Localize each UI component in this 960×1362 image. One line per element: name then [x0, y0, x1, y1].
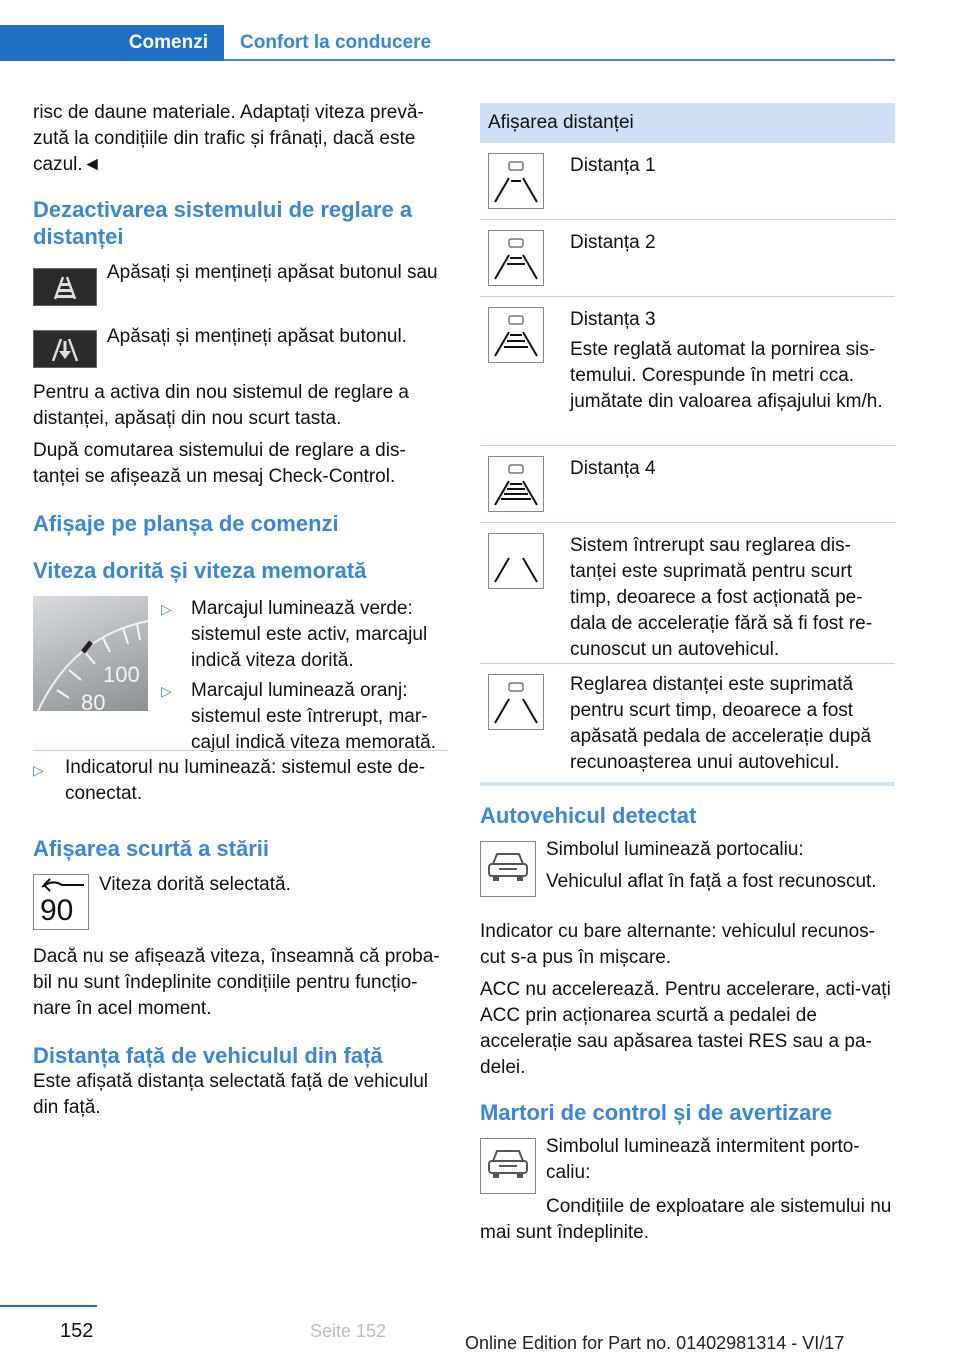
nospeed-paragraph: Dacă nu se afișează viteza, înseamnă că proba‐bil nu sunt îndeplinite condițiile pentru funcțio‐nare în acel moment.: [33, 946, 440, 1019]
heading-speed: Viteza dorită și viteza memorată: [33, 558, 367, 583]
reactivate-paragraph: Pentru a activa din nou sistemul de reglare a distanței, apăsați din nou scurt tasta.: [33, 382, 409, 429]
bullet-text-1: Marcajul luminează verde: sistemul este activ, marcajul indică viteza dorită.: [191, 598, 428, 671]
warning-row: [480, 1134, 895, 1192]
bullet-icon: ▷: [161, 683, 172, 699]
header-rule: [224, 59, 895, 61]
edition-text: Online Edition for Part no. 01402981314 - VI/17: [465, 1333, 845, 1353]
header-tab-comenzi: Comenzi: [0, 25, 224, 61]
table-row: [480, 664, 895, 786]
heading-status: Afișarea scurtă a stării: [33, 836, 270, 861]
distance-3-icon: [488, 307, 544, 363]
gauge-label-80: 80: [81, 690, 106, 711]
right-column-lower: [480, 802, 895, 1252]
table-row: [480, 446, 895, 523]
bullet-icon: ▷: [33, 762, 44, 778]
heading-distance: Distanța față de vehiculul din față: [33, 1043, 383, 1068]
deactivate-row-2: [33, 324, 448, 380]
bullet-row-3: [33, 750, 448, 817]
system-interrupted-icon: [488, 533, 544, 589]
deactivate-text-1: Apăsați și mențineți apăsat butonul sau: [107, 262, 438, 283]
warning-text-1: Simbolul luminează intermitent porto‐caliu:: [546, 1136, 860, 1183]
watermark: Seite 152: [310, 1321, 387, 1341]
left-column: [33, 100, 448, 1127]
heading-displays: Afișaje pe planșa de comenzi: [33, 511, 339, 536]
distance-4-icon: [488, 456, 544, 512]
bullet-text-2: Marcajul luminează oranj: sistemul este întrerupt, mar‐cajul indică viteza memorată.: [191, 680, 436, 753]
row-text: Distanța 1: [570, 155, 656, 176]
detected-text-2: Vehiculul aflat în față a fost recunoscut.: [546, 871, 877, 892]
row-text: Sistem întrerupt sau reglarea dis‐tanței este suprimată pentru scurt timp, deoarece a fost acționată pe‐dala de accelerație fără să fi fost re‐cunoscut un autovehicul.: [570, 535, 873, 660]
table-row: [480, 297, 895, 446]
intro-paragraph: risc de daune materiale. Adaptați viteza prevă‐zută la condițiile din trafic și frânați, dacă este cazul.◄: [33, 102, 424, 175]
page-number: 152: [60, 1320, 94, 1342]
row-subtext: Este reglată automat la pornirea sis‐temului. Corespunde în metri cca. jumătate din valoarea afișajului km/h.: [570, 339, 883, 412]
status-text: Viteza dorită selectată.: [99, 874, 291, 895]
distance-1-icon: [488, 153, 544, 209]
vehicle-warning-icon: [480, 1138, 536, 1194]
detected-text-1: Simbolul luminează portocaliu:: [546, 839, 804, 860]
distance-paragraph: Este afișată distanța selectată față de vehiculul din față.: [33, 1071, 429, 1118]
heading-detected: Autovehicul detectat: [480, 803, 697, 828]
table-row: [480, 220, 895, 297]
status-speed-icon: [33, 874, 89, 930]
table-header: Afișarea distanței: [480, 103, 895, 143]
status-row: [33, 872, 448, 944]
header-tab-section: Confort la conducere: [240, 32, 432, 53]
heading-deactivate: Dezactivarea sistemului de reglare a distanței: [33, 197, 413, 249]
warning-text-2: Condițiile de exploatare ale sistemului nu mai sunt îndeplinite.: [480, 1196, 892, 1243]
vehicle-detected-icon: [480, 841, 536, 897]
deactivate-text-2: Apăsați și mențineți apăsat butonul.: [107, 326, 407, 347]
deactivate-row-1: [33, 260, 448, 324]
distance-suppressed-icon: [488, 674, 544, 730]
heading-warning: Martori de control și de avertizare: [480, 1100, 833, 1125]
status-speed-value: 90: [40, 894, 74, 927]
acc-paragraph: ACC nu accelerează. Pentru accelerare, acti‐vați ACC prin acționarea scurtă a pedalei de accelerație sau apăsarea tastei RES sau a pa‐delei.: [480, 979, 891, 1078]
speed-section: [33, 596, 448, 752]
bullet-icon: ▷: [161, 601, 172, 617]
row-text: Reglarea distanței este suprimată pentru scurt timp, deoarece a fost apăsată pedala de accelerație după recunoașterea unui autovehicul.: [570, 674, 872, 773]
speedometer-image: [33, 596, 148, 711]
distance-table: [480, 103, 895, 786]
distance-2-icon: [488, 230, 544, 286]
bullet-text-3: Indicatorul nu luminează: sistemul este de‐conectat.: [65, 757, 426, 804]
row-text: Distanța 2: [570, 232, 656, 253]
detected-row: [480, 837, 895, 909]
gauge-label-100: 100: [103, 662, 140, 687]
acc-button-down-icon: [33, 330, 97, 368]
after-paragraph: După comutarea sistemului de reglare a dis‐tanței se afișează un mesaj Check-Control.: [33, 440, 406, 487]
row-text: Distanța 3: [570, 309, 656, 330]
footer-rule: [0, 1305, 97, 1307]
bars-paragraph: Indicator cu bare alternante: vehiculul recunos‐cut s-a pus în mișcare.: [480, 921, 876, 968]
acc-button-icon: [33, 268, 97, 306]
table-row: [480, 143, 895, 220]
table-row: [480, 523, 895, 664]
row-text: Distanța 4: [570, 458, 656, 479]
